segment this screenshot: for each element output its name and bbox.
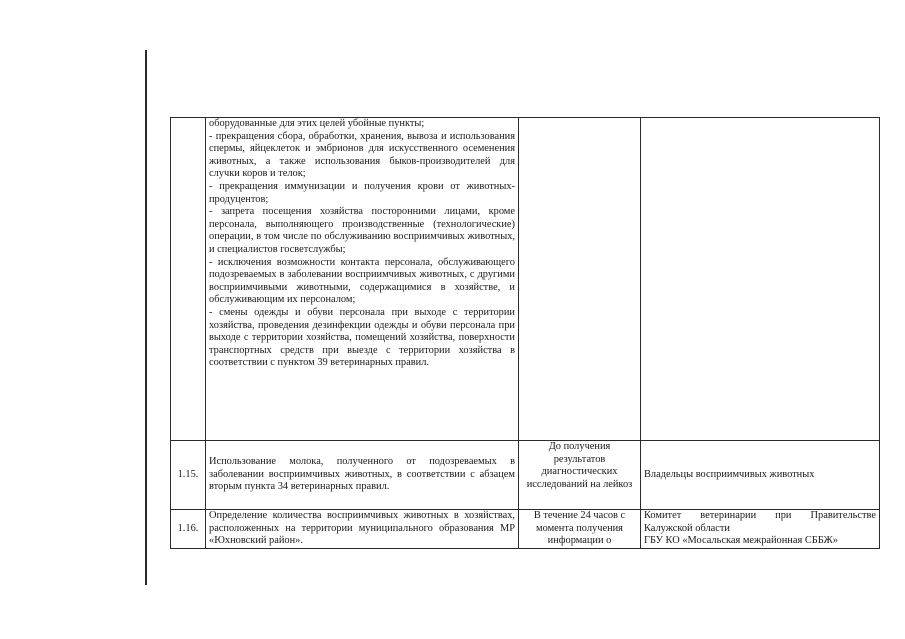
responsible-line: Владельцы восприимчивых животных bbox=[644, 468, 815, 480]
responsible-cell-empty bbox=[641, 118, 880, 441]
action-paragraph: - запрета посещения хозяйства посторонними лицами, кроме персонала, выполняющего производственные (технологические) операции, в том числе по обслуживанию восприимчивых животных, и специалистов госветслужбы; bbox=[209, 206, 515, 255]
action-paragraph: - смены одежды и обуви персонала при выходе с территории хозяйства, проведения дезинфекции одежды и обуви персонала при выходе с территории хозяйства, помещений хозяйства, поверхности транспортных средств при выезде с территории хозяйства в соответствии с пунктом 39 ветеринарных правил. bbox=[209, 306, 515, 369]
action-cell bbox=[206, 118, 519, 441]
row-number: 1.16. bbox=[171, 510, 206, 549]
term-text: До получения результатов диагностических исследований на лейкоз bbox=[519, 441, 641, 510]
measures-table bbox=[170, 117, 880, 549]
responsible-line: Комитет ветеринарии при Правительстве bbox=[644, 510, 876, 521]
term-text: В течение 24 часов с момента получения информации о bbox=[519, 510, 641, 549]
responsible-line: Калужской области bbox=[644, 522, 730, 534]
action-text: Определение количества восприимчивых животных в хозяйствах, расположенных на территории муниципального образования МР «Юхновский район». bbox=[206, 510, 519, 549]
table-row bbox=[171, 510, 880, 549]
responsible-line: ГБУ КО «Мосальская межрайонная СББЖ» bbox=[644, 535, 838, 547]
action-paragraph: - прекращения иммунизации и получения крови от животных-продуцентов; bbox=[209, 180, 515, 205]
row-number: 1.15. bbox=[171, 441, 206, 510]
action-paragraph: оборудованные для этих целей убойные пункты; bbox=[209, 118, 425, 129]
action-paragraph: - исключения возможности контакта персонала, обслуживающего подозреваемых в заболевании восприимчивых животных, с другими восприимчивыми животными, содержащимися в хозяйстве, и обслуживающим их персоналом; bbox=[209, 256, 515, 306]
action-paragraph: - прекращения сбора, обработки, хранения, вывоза и использования спермы, яйцеклеток и эмбрионов для искусственного осеменения животных, а также использования быков-производителей для случки коров и телок; bbox=[209, 130, 515, 180]
number-cell-empty bbox=[171, 118, 206, 441]
responsible-cell bbox=[641, 441, 880, 510]
action-text: Использование молока, полученного от подозреваемых в заболевании восприимчивых животных, в соответствии с абзацем вторым пункта 34 ветеринарных правил. bbox=[206, 441, 519, 510]
left-margin-line bbox=[145, 50, 147, 585]
table-row bbox=[171, 441, 880, 510]
table-row-continuation bbox=[171, 118, 880, 441]
term-cell-empty bbox=[519, 118, 641, 441]
responsible-cell bbox=[641, 510, 880, 549]
